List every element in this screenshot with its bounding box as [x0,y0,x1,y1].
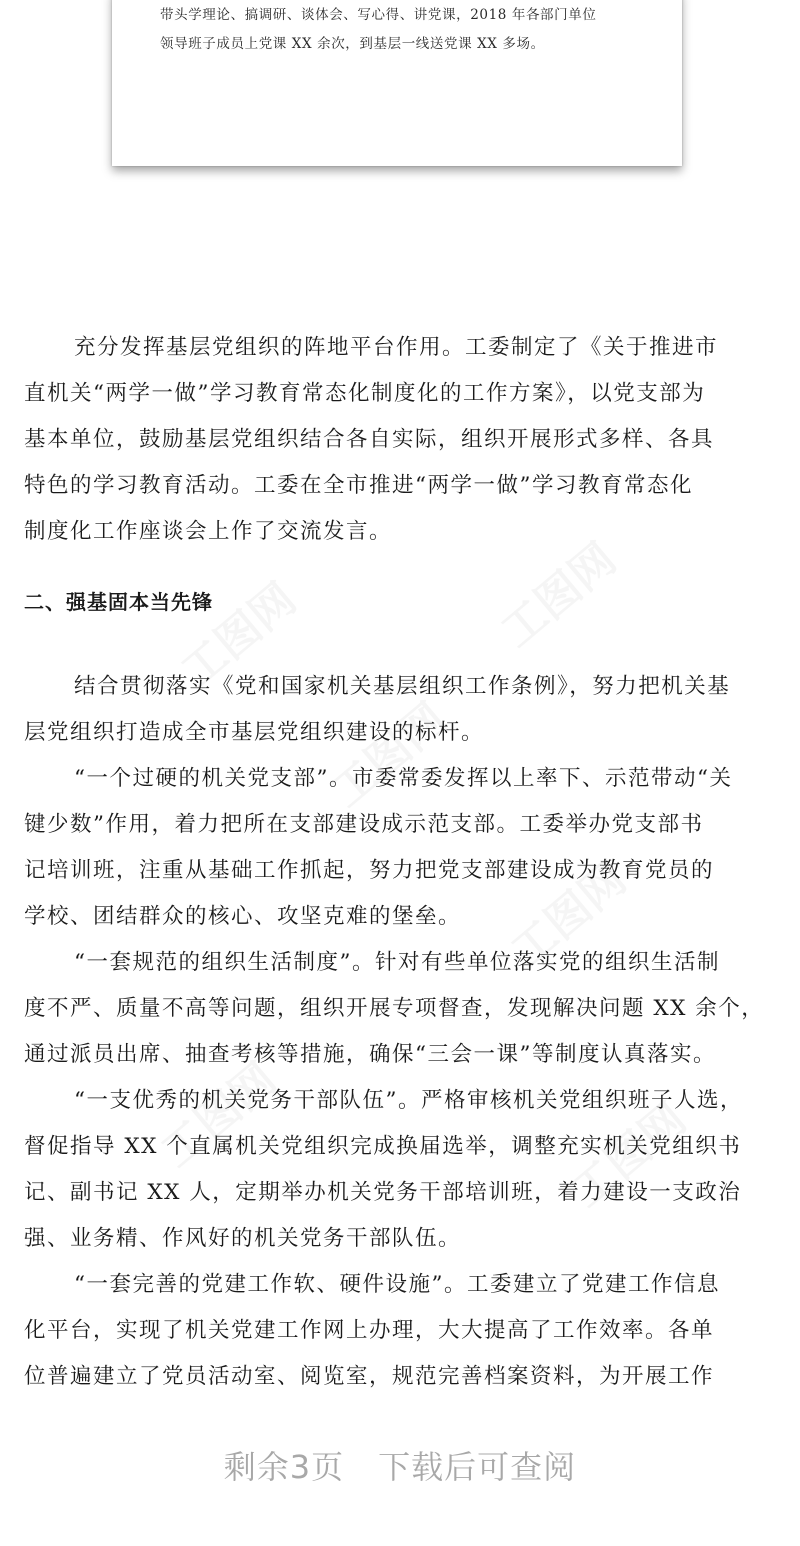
text-line: 强、业务精、作风好的机关党务干部队伍。 [24,1226,462,1251]
text-line: 制度化工作座谈会上作了交流发言。 [24,519,393,544]
remaining-pages-label: 剩余3页 [223,1448,345,1486]
text-line: “一支优秀的机关党务干部队伍”。严格审核机关党组织班子人选， [74,1088,743,1113]
section-body [24,664,784,1400]
text-line: 充分发挥基层党组织的阵地平台作用。工委制定了《关于推进市 [74,335,719,360]
watermark: 工图网 [171,573,306,698]
preview-line-2: 领导班子成员上党课 XX 余次，到基层一线送党课 XX 多场。 [160,36,545,52]
preview-line-1: 带头学理论、搞调研、谈体会、写心得、讲党课，2018 年各部门单位 [160,7,597,23]
watermark: 工图网 [561,1093,696,1218]
text-line: 键少数”作用，着力把所在支部建设成示范支部。工委举办党支部书 [24,812,704,837]
text-line: 记、副书记 XX 人，定期举办机关党务干部培训班，着力建设一支政治 [24,1180,742,1205]
text-line: “一套完善的党建工作软、硬件设施”。工委建立了党建工作信息 [74,1272,720,1297]
download-to-read-label: 下载后可查阅 [378,1448,577,1486]
preview-page-card [112,0,682,166]
paragraph-pingtai [24,325,784,555]
watermark: 工图网 [151,1053,286,1178]
text-line: 直机关“两学一做”学习教育常态化制度化的工作方案》，以党支部为 [24,381,706,406]
text-line: 度不严、质量不高等问题，组织开展专项督查，发现解决问题 XX 余个， [24,996,765,1021]
watermark: 工图网 [321,693,456,818]
text-line: 督促指导 XX 个直属机关党组织完成换届选举，调整充实机关党组织书 [24,1134,742,1159]
text-line: 特色的学习教育活动。工委在全市推进“两学一做”学习教育常态化 [24,473,693,498]
text-line: “一个过硬的机关党支部”。市委常委发挥以上率下、示范带动“关 [74,766,733,791]
watermark: 工图网 [501,853,636,978]
section-heading: 二、强基固本当先锋 [24,590,213,614]
download-prompt[interactable] [0,1442,800,1488]
text-line: 学校、团结群众的核心、攻坚克难的堡垒。 [24,904,462,929]
text-line: 位普遍建立了党员活动室、阅览室，规范完善档案资料，为开展工作 [24,1364,715,1389]
text-line: 化平台，实现了机关党建工作网上办理，大大提高了工作效率。各单 [24,1318,715,1343]
text-line: 基本单位，鼓励基层党组织结合各自实际，组织开展形式多样、各具 [24,427,715,452]
text-line: 层党组织打造成全市基层党组织建设的标杆。 [24,720,485,745]
text-line: 通过派员出席、抽查考核等措施，确保“三会一课”等制度认真落实。 [24,1042,716,1067]
text-line: “一套规范的组织生活制度”。针对有些单位落实党的组织生活制 [74,950,720,975]
text-line: 结合贯彻落实《党和国家机关基层组织工作条例》，努力把机关基 [74,674,731,699]
watermark: 工图网 [491,533,626,658]
text-line: 记培训班，注重从基础工作抓起，努力把党支部建设成为教育党员的 [24,858,715,883]
